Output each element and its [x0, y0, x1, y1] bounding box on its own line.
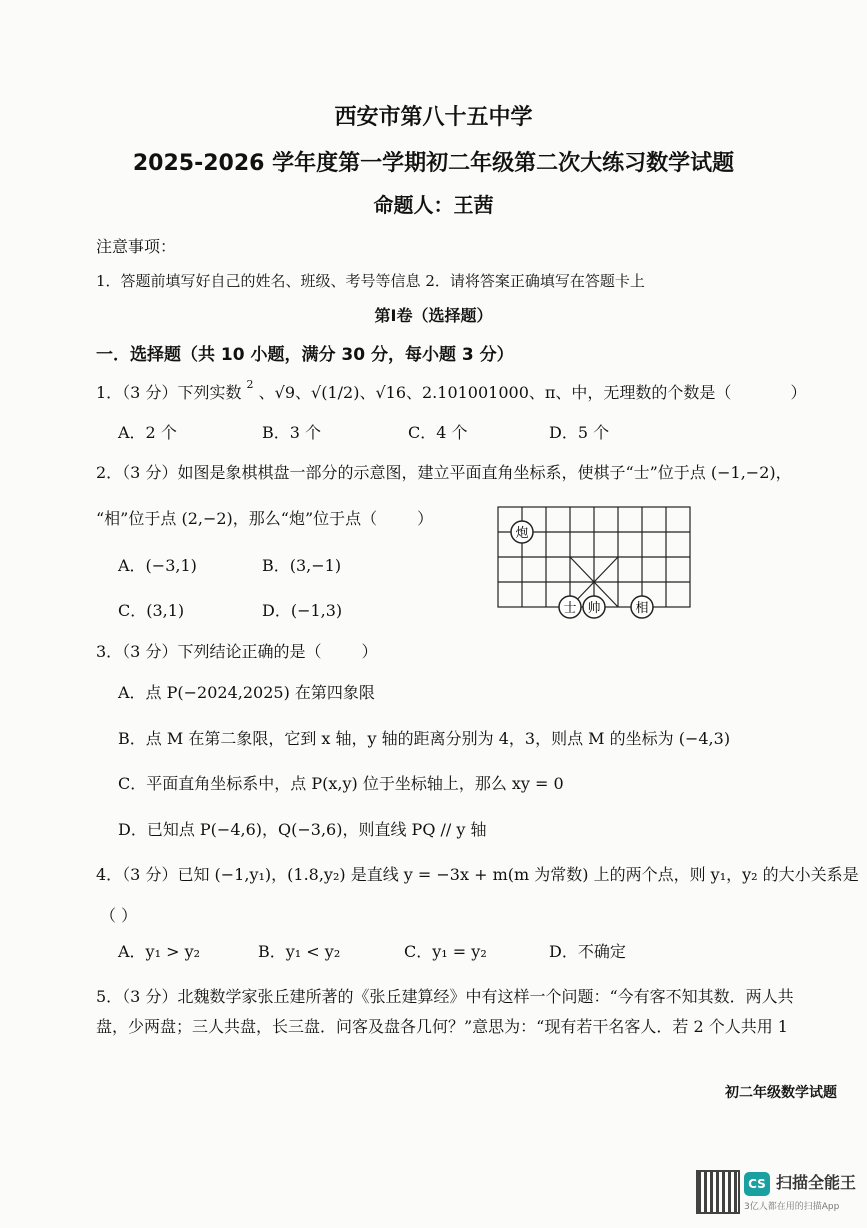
- exam-author: 命题人：王茜: [373, 193, 494, 217]
- camscanner-logo: CS: [744, 1172, 770, 1196]
- q2-close: ）: [417, 509, 434, 528]
- q2-option-c: C．(3,1): [118, 601, 185, 620]
- volume-title: 第Ⅰ卷（选择题）: [374, 306, 493, 325]
- q3-close: ）: [361, 642, 378, 661]
- q2-option-b: B．(3,−1): [262, 556, 342, 575]
- q5-line2: 盘，少两盘；三人共盘，长三盘．问客及盘各几何？”意思为：“现有若干名客人．若 2 个人共用 1: [96, 1017, 788, 1036]
- q2-stem-text: “相”位于点 (2,−2)，那么“炮”位于点（: [96, 509, 378, 528]
- q1-close: ）: [790, 383, 807, 402]
- q4-option-d: D．不确定: [549, 942, 626, 961]
- q1-stem-text: 1．（3 分）下列实数: [96, 383, 242, 402]
- q2-option-a: A．(−3,1): [118, 556, 197, 575]
- exam-title: 2025-2026 学年度第一学期初二年级第二次大练习数学试题: [132, 151, 735, 176]
- q4-option-a: A．y₁ > y₂: [118, 942, 201, 961]
- q3-option-b: B．点 M 在第二象限，它到 x 轴，y 轴的距离分别为 4，3，则点 M 的坐标为 (−4,3): [118, 729, 731, 748]
- q4-option-c: C．y₁ = y₂: [404, 942, 487, 961]
- piece-pao: [511, 521, 533, 543]
- notes-heading: 注意事项：: [96, 237, 177, 256]
- piece-shi-label: 士: [563, 601, 577, 616]
- q3-stem-text: 3．（3 分）下列结论正确的是（: [96, 642, 322, 661]
- q1-option-c: C．4 个: [408, 423, 468, 442]
- q2-option-d: D．(−1,3): [262, 601, 343, 620]
- q1-option-a: A．2 个: [118, 423, 177, 442]
- q2-stem-line1: 2．（3 分）如图是象棋棋盘一部分的示意图，建立平面直角坐标系，使棋子“士”位于点 (−1,−2)，: [96, 463, 792, 482]
- piece-xiang: [631, 596, 653, 618]
- school-name: 西安市第八十五中学: [334, 105, 533, 130]
- q1-option-b: B．3 个: [262, 423, 322, 442]
- q4-stem: 4．（3 分）已知 (−1,y₁)，(1.8,y₂) 是直线 y = −3x + m(m 为常数) 上的两个点，则 y₁，y₂ 的大小关系是: [96, 865, 859, 884]
- q2-stem-line2: [96, 506, 433, 529]
- piece-pao-label: 炮: [515, 526, 529, 541]
- q4-paren: （ ）: [100, 906, 138, 925]
- q1-option-d: D．5 个: [549, 423, 610, 442]
- q3-option-d: D．已知点 P(−4,6)，Q(−3,6)，则直线 PQ // y 轴: [118, 820, 487, 839]
- piece-xiang-label: 相: [635, 601, 649, 616]
- section-title: 一．选择题（共 10 小题，满分 30 分，每小题 3 分）: [96, 345, 514, 365]
- q4-option-b: B．y₁ < y₂: [258, 942, 341, 961]
- q1-fraction: 2: [246, 378, 254, 391]
- page-footer: 初二年级数学试题: [725, 1085, 837, 1101]
- camscanner-name: 扫描全能王: [776, 1173, 857, 1192]
- q3-option-a: A．点 P(−2024,2025) 在第四象限: [118, 683, 375, 702]
- piece-shi: [559, 596, 581, 618]
- notes-text: 1．答题前填写好自己的姓名、班级、考号等信息 2．请将答案正确填写在答题卡上: [96, 272, 645, 290]
- piece-shuai: [583, 596, 605, 618]
- q1-stem: [96, 380, 807, 403]
- piece-shuai-label: 帅: [587, 601, 601, 616]
- qr-code-icon: [696, 1170, 740, 1214]
- q3-option-c: C．平面直角坐标系中，点 P(x,y) 位于坐标轴上，那么 xy = 0: [118, 774, 564, 793]
- camscanner-tagline: 3亿人都在用的扫描App: [744, 1202, 840, 1212]
- q5-line1: 5．（3 分）北魏数学家张丘建所著的《张丘建算经》中有这样一个问题：“今有客不知其数．两人共: [96, 987, 794, 1006]
- q3-stem: [96, 639, 377, 662]
- q1-list: 、√9、√(1/2)、√16、2.101001000、π、中，无理数的个数是（: [258, 383, 732, 402]
- chess-board-figure: [494, 504, 694, 624]
